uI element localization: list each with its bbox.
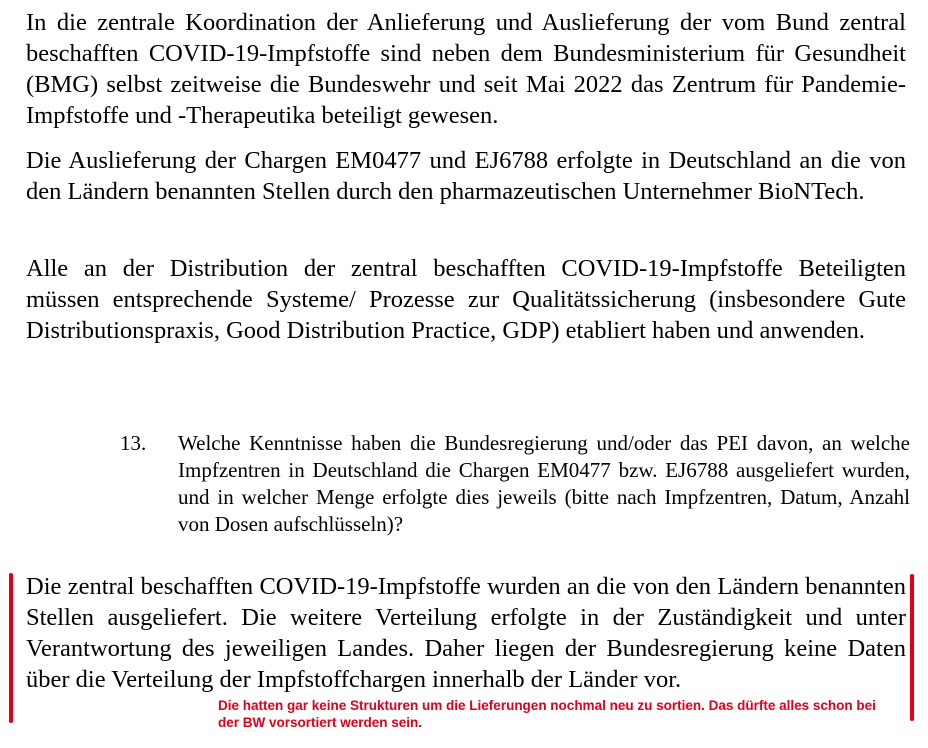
handwritten-annotation: Die hatten gar keine Strukturen um die Lieferungen nochmal neu zu sortien. Das dürfte alles schon bei der BW vorsortiert werden sein. xyxy=(218,698,876,730)
paragraph-distribution: Alle an der Distribution der zentral beschafften COVID-19-Impfstoffe Beteiligten müssen entsprechende Systeme/ Prozesse zur Qualitätssicherung (insbesondere Gute Distributionspraxis, Good Distribution Practice, GDP) etabliert haben und anwenden. xyxy=(26,255,906,344)
paragraph-coordination: In die zentrale Koordination der Anlieferung und Auslieferung der vom Bund zentral beschafften COVID-19-Impfstoffe sind neben dem Bundesministerium für Gesundheit (BMG) selbst zeitweise die Bundeswehr und seit Mai 2022 das Zentrum für Pandemie-Impfstoffe und -Therapeutika beteiligt gewesen. xyxy=(26,9,906,129)
answer-paragraph: Die zentral beschafften COVID-19-Impfstoffe wurden an die von den Ländern benannten Stellen ausgeliefert. Die weitere Verteilung erfolgte in der Zuständigkeit und unter Verantwortung des jeweiligen Landes. Daher liegen der Bundesregierung keine Daten über die Verteilung der Impfstoffchargen innerhalb der Länder vor. xyxy=(26,573,906,693)
question-text: Welche Kenntnisse haben die Bundesregierung und/oder das PEI davon, an welche Impfzentren in Deutschland die Chargen EM0477 bzw. EJ6788 ausgeliefert wurden, und in welcher Menge erfolgte dies jeweils (bitte nach Impfzentren, Datum, Anzahl von Dosen aufschlüsseln)? xyxy=(178,431,910,536)
question-number: 13. xyxy=(120,431,147,455)
paragraph-delivery: Die Auslieferung der Chargen EM0477 und EJ6788 erfolgte in Deutschland an die von den Ländern benannten Stellen durch den pharmazeutischen Unternehmer BioNTech. xyxy=(26,147,906,205)
question-block xyxy=(120,430,910,538)
annotation-bracket-right xyxy=(910,574,914,721)
annotation-bracket-left xyxy=(9,573,13,723)
